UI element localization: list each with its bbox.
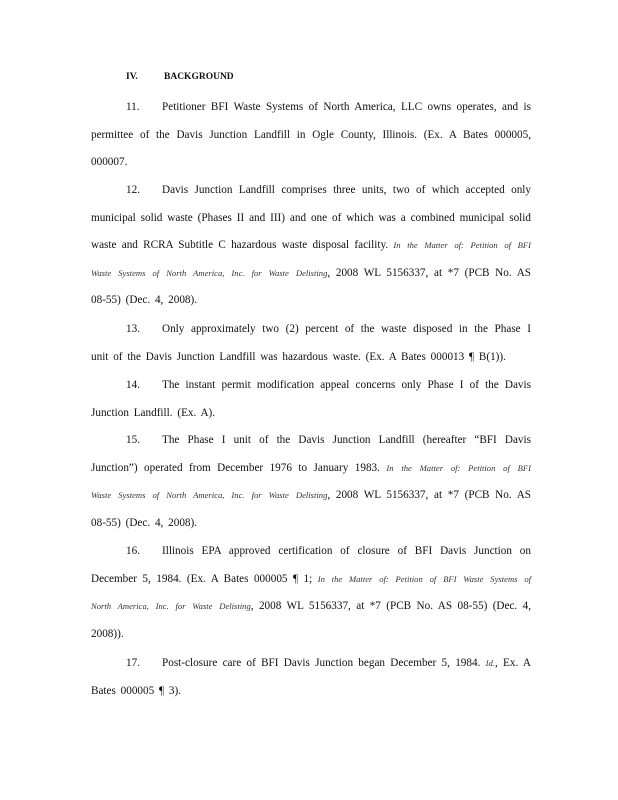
paragraph-text: Only approximately two (2) percent of the waste disposed in the Phase I unit of the Davis Junction Landfill was hazardous waste. (Ex. A Bates 000013 ¶ B(1)). — [91, 323, 531, 363]
paragraph-12 — [91, 177, 531, 315]
section-title: BACKGROUND — [164, 72, 234, 82]
paragraph-14 — [91, 372, 531, 427]
paragraph-text: The instant permit modification appeal concerns only Phase I of the Davis Junction Landfill. (Ex. A). — [91, 379, 531, 419]
citation-reporter: , 2008 WL 5156337, at *7 (PCB No. AS 08-55) (Dec. 4, 2008). — [91, 266, 532, 307]
section-number: IV. — [126, 72, 138, 82]
citation-reporter: , Ex. A Bates 000005 ¶ 3). — [91, 657, 531, 697]
paragraph-11 — [91, 94, 531, 177]
paragraph-number: 13. — [126, 323, 140, 335]
citation-reporter: , 2008 WL 5156337, at *7 (PCB No. AS 08-55) (Dec. 4, 2008)). — [91, 600, 532, 640]
paragraph-number: 17. — [126, 657, 140, 669]
section-heading — [126, 72, 234, 82]
paragraph-13 — [91, 316, 531, 371]
case-citation: In the Matter of: Petition of BFI Waste Systems of North America, Inc. for Waste Delisting — [91, 573, 531, 612]
citation-reporter: , 2008 WL 5156337, at *7 (PCB No. AS 08-55) (Dec. 4, 2008). — [91, 489, 532, 529]
case-citation: In the Matter of: Petition of BFI Waste Systems of North America, Inc. for Waste Delisting — [91, 240, 531, 278]
case-citation: Id. — [485, 658, 495, 668]
paragraph-15 — [91, 427, 531, 537]
paragraph-17 — [91, 650, 531, 705]
paragraph-number: 12. — [126, 184, 140, 196]
paragraph-number: 16. — [126, 545, 140, 557]
paragraph-text: Illinois EPA approved certification of closure of BFI Davis Junction on December 5, 1984. (Ex. A Bates 000005 ¶ 1; — [91, 545, 531, 585]
paragraph-text: Davis Junction Landfill comprises three units, two of which accepted only municipal solid waste (Phases II and III) and one of which was a combined municipal solid waste and RCRA Subtitle C hazardous waste disposal facility. — [91, 184, 531, 252]
paragraph-text: The Phase I unit of the Davis Junction Landfill (hereafter “BFI Davis Junction”) operated from December 1976 to January 1983. — [91, 434, 531, 474]
paragraph-number: 15. — [126, 434, 140, 446]
paragraph-number: 14. — [126, 379, 140, 391]
case-citation: In the Matter of: Petition of BFI Waste Systems of North America, Inc. for Waste Delisting — [91, 462, 532, 501]
paragraph-number: 11. — [126, 101, 140, 113]
paragraph-16 — [91, 538, 531, 648]
paragraph-text: Post-closure care of BFI Davis Junction began December 5, 1984. — [162, 657, 481, 669]
paragraph-text: Petitioner BFI Waste Systems of North America, LLC owns operates, and is permittee of the Davis Junction Landfill in Ogle County, Illinois. (Ex. A Bates 000005, 000007. — [91, 101, 531, 169]
